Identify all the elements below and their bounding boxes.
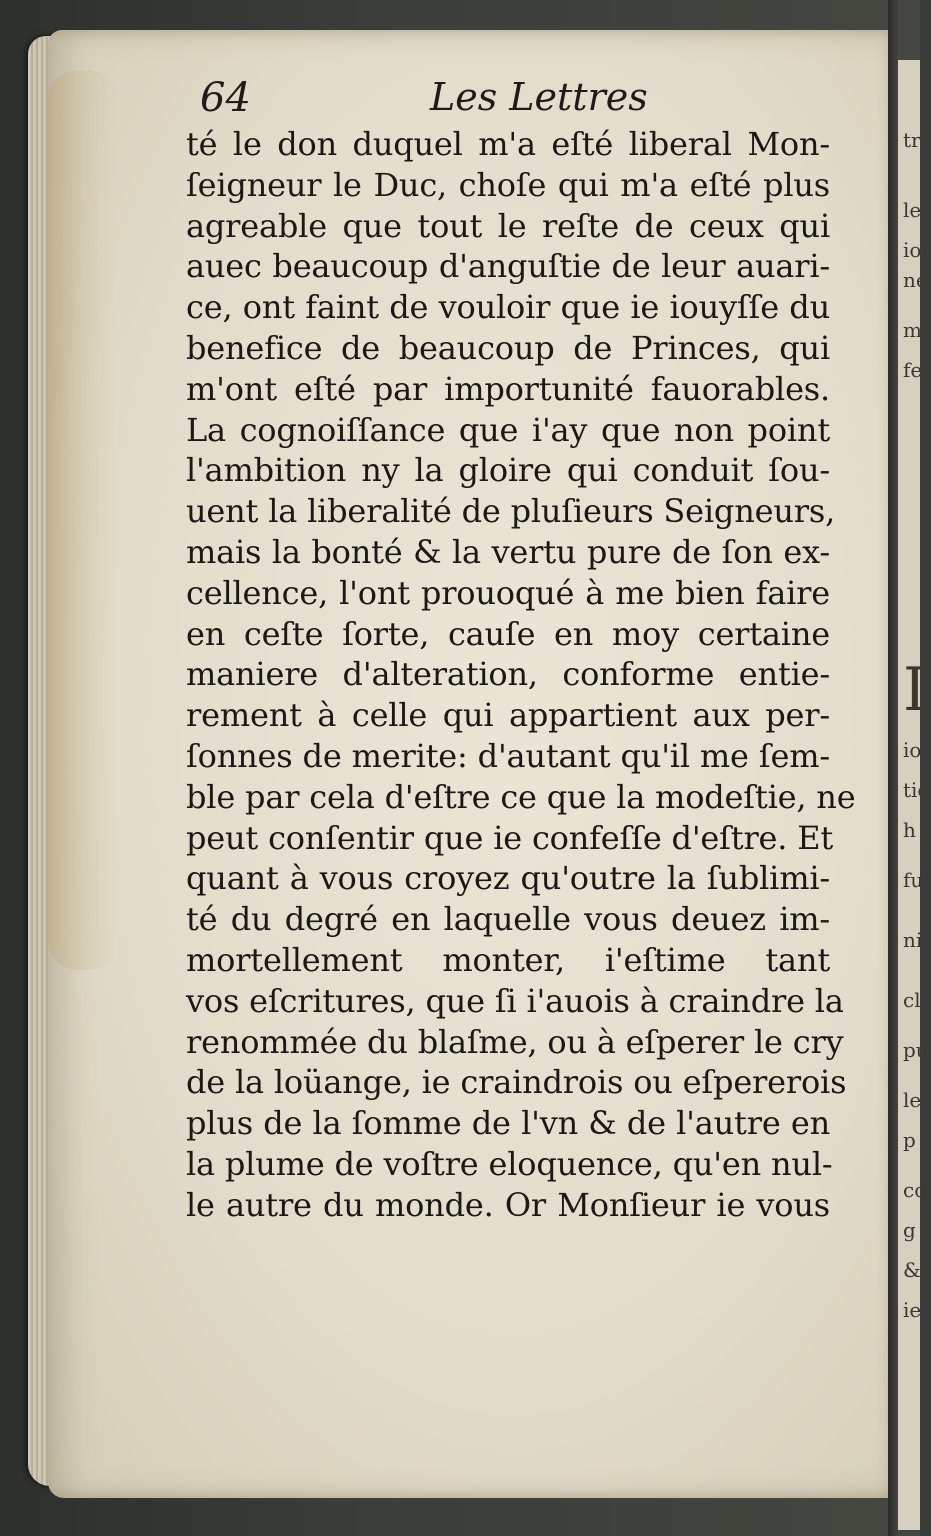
text-line: quant à vous croyez qu'outre la ſublimi- bbox=[186, 859, 830, 898]
facing-page-fragment: & bbox=[903, 1258, 921, 1282]
facing-page-fragment: io bbox=[903, 738, 922, 762]
facing-page-fragment: pu bbox=[903, 1038, 929, 1062]
facing-page-fragment: ne bbox=[903, 268, 928, 292]
facing-page-fragment: le bbox=[903, 1088, 922, 1112]
text-line: agreable que tout le reſte de ceux qui bbox=[186, 206, 830, 245]
facing-page-fragment: ni bbox=[903, 928, 923, 952]
text-line: té le don duquel m'a eſté liberal Mon- bbox=[186, 125, 830, 163]
text-line: rement à celle qui appartient aux per- bbox=[186, 696, 830, 735]
text-line: plus de la ſomme de l'vn & de l'autre en bbox=[186, 1104, 830, 1143]
text-line: ce, ont faint de vouloir que ie iouyſſe du bbox=[186, 288, 830, 327]
running-head: Les Lettres bbox=[430, 75, 648, 119]
text-line: mais la bonté & la vertu pure de ſon ex- bbox=[186, 532, 830, 571]
facing-page-fragment: le bbox=[903, 198, 922, 222]
text-line: le autre du monde. Or Monſieur ie vous bbox=[186, 1185, 830, 1224]
text-line: ble par cela d'eſtre ce que la modeſtie, ne bbox=[186, 777, 856, 816]
facing-page-fragment: ie bbox=[903, 1298, 922, 1322]
facing-page-fragment: tr bbox=[903, 128, 921, 152]
text-line: vos eſcritures, que ſi i'auois à craindre la bbox=[186, 981, 844, 1020]
text-line: La cognoiſſance que i'ay que non point bbox=[186, 410, 830, 449]
text-line: peut conſentir que ie confeſſe d'eſtre. Et bbox=[186, 818, 834, 857]
facing-page-fragment: cl bbox=[903, 988, 921, 1012]
facing-page-fragment: p bbox=[903, 1128, 916, 1152]
text-line: m'ont eſté par importunité fauorables. bbox=[186, 369, 830, 408]
facing-page-fragment: fu bbox=[903, 868, 924, 892]
facing-page-fragment: m bbox=[903, 318, 922, 342]
text-line: en ceſte ſorte, cauſe en moy certaine bbox=[186, 614, 830, 653]
facing-page-fragment: fe bbox=[903, 358, 923, 382]
facing-page-fragment: ior bbox=[903, 238, 931, 262]
text-line: de la loüange, ie craindrois ou eſpererois bbox=[186, 1063, 847, 1102]
paper-stain bbox=[48, 70, 118, 970]
facing-page-fragment: g bbox=[903, 1218, 916, 1242]
text-line: cellence, l'ont prouoqué à me bien faire bbox=[186, 573, 830, 612]
text-line: auec beaucoup d'anguſtie de leur auari- bbox=[186, 247, 830, 286]
text-line: té du degré en laquelle vous deuez im- bbox=[186, 900, 830, 939]
text-line: mortellement monter, i'eſtime tant bbox=[186, 940, 830, 979]
text-line: uent la liberalité de pluſieurs Seigneurs, bbox=[186, 492, 836, 531]
text-line: l'ambition ny la gloire qui conduit ſou- bbox=[186, 451, 830, 490]
facing-page-fragment: I bbox=[903, 655, 927, 725]
text-line: renommée du blaſme, ou à eſperer le cry bbox=[186, 1022, 844, 1061]
facing-page-fragment: tio bbox=[903, 778, 930, 802]
text-line: ſeigneur le Duc, choſe qui m'a eſté plus bbox=[186, 165, 830, 204]
text-line: ſonnes de merite: d'autant qu'il me ſem- bbox=[186, 736, 830, 775]
page-number: 64 bbox=[200, 75, 251, 121]
facing-page-fragment: co bbox=[903, 1178, 927, 1202]
text-line: maniere d'alteration, conforme entie- bbox=[186, 655, 830, 694]
text-line: benefice de beaucoup de Princes, qui bbox=[186, 328, 830, 367]
body-text bbox=[186, 124, 856, 1226]
facing-page-fragment: h bbox=[903, 818, 916, 842]
text-line: la plume de voſtre eloquence, qu'en nul- bbox=[186, 1144, 833, 1183]
